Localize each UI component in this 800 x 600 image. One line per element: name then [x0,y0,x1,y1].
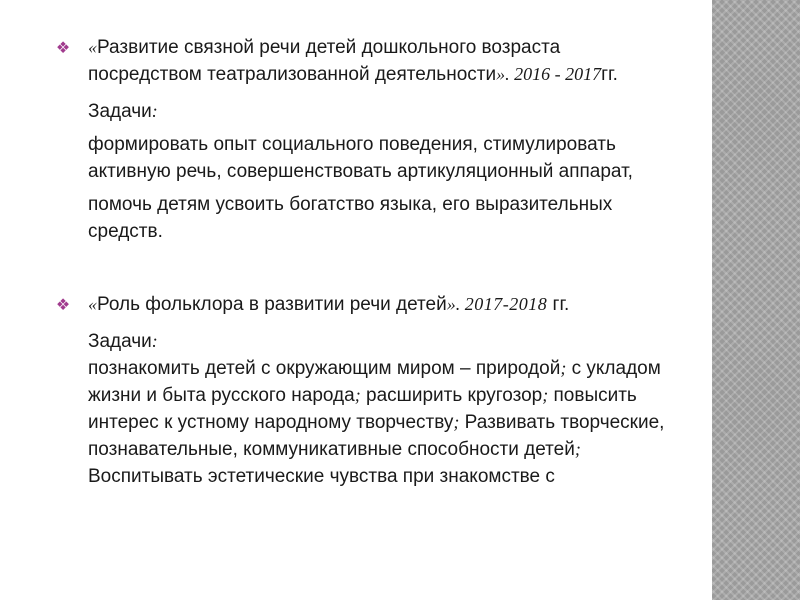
task-text-3: расширить кругозор [360,385,543,406]
tasks-label: Задачи [88,331,152,352]
separator: ; [560,358,567,378]
open-quote: « [88,294,97,314]
task-text-1: познакомить детей с окружающим миром – природой [88,358,561,379]
task-text-4: повысить интерес к устному народному творчеству [88,385,637,433]
open-quote: « [88,37,97,57]
item-2-title [88,291,672,318]
item-2-tasks-heading [88,328,672,355]
diamond-bullet-icon: ❖ [55,40,71,57]
item-2-years-suffix: гг. [547,294,570,315]
item-1-years-suffix: гг. [601,64,618,85]
tasks-colon: : [151,101,158,121]
bullet-item-2 [52,291,672,490]
item-1-title [88,34,672,88]
close-quote: ». [496,64,515,84]
diamond-bullet-icon: ❖ [55,297,71,314]
item-1-years: 2016 - 2017 [514,64,602,84]
task-text-2: с укладом жизни и быта русского народа [88,358,661,406]
tasks-colon: : [151,331,158,351]
tasks-label: Задачи [88,101,152,122]
item-1-tasks-heading [88,98,672,125]
item-2-years: 2017-2018 [464,294,548,314]
task-text-5: Развивать творческие, познавательные, коммуникативные способности детей [88,412,665,460]
bullet-item-1 [52,34,672,245]
decorative-side-panel [712,0,800,600]
item-1-title-text: Развитие связной речи детей дошкольного возраста посредством театрализованной деятельности [88,37,561,85]
item-1-task-1: формировать опыт социального поведения, стимулировать активную речь, совершенствовать артикуляционный аппарат, [88,134,633,182]
separator: ; [453,412,460,432]
task-text-6: Воспитывать эстетические чувства при знакомстве с [88,466,555,487]
item-2-title-text: Роль фольклора в развитии речи детей [97,294,447,315]
item-2-tasks-text [88,355,672,490]
separator: ; [574,439,581,459]
slide-content [52,34,672,490]
item-1-task-2: помочь детям усвоить богатство языка, его выразительных средств. [88,194,613,242]
close-quote: ». [446,294,465,314]
separator: ; [354,385,361,405]
separator: ; [542,385,549,405]
